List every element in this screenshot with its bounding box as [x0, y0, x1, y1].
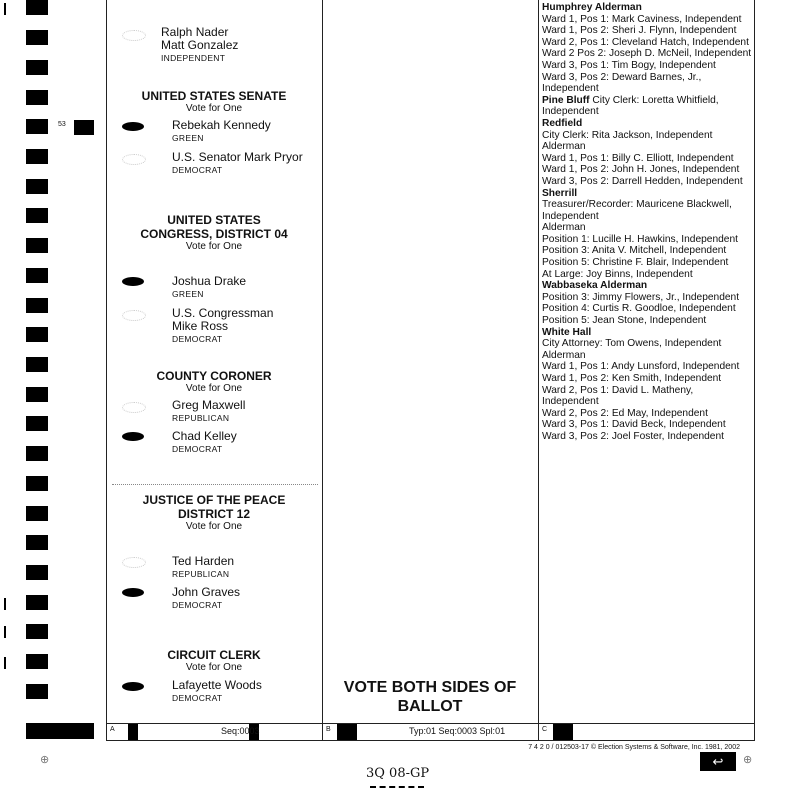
candidate-party: INDEPENDENT	[161, 53, 226, 63]
section-heading: White Hall	[542, 326, 592, 338]
edge-tick	[4, 3, 6, 15]
column-c-list	[542, 2, 756, 443]
candidate-party: DEMOCRAT	[172, 334, 223, 344]
edge-tick	[4, 657, 6, 669]
list-line: At Large: Joy Binns, Independent	[542, 268, 693, 280]
vote-oval-filled[interactable]	[122, 682, 144, 691]
candidate-name: Ralph Nader	[161, 25, 229, 39]
section-heading: Pine Bluff	[542, 94, 590, 106]
list-line: Ward 1, Pos 2: Ken Smith, Independent	[542, 373, 722, 384]
edge-tick	[4, 626, 6, 638]
list-line: Position 3: Jimmy Flowers, Jr., Independent	[542, 291, 740, 303]
list-line: City Attorney: Tom Owens, Independent	[542, 338, 722, 350]
list-line: Alderman	[542, 222, 586, 234]
race-us-congress	[106, 213, 322, 253]
vote-oval-filled[interactable]	[122, 277, 144, 286]
list-line: Ward 3, Pos 2: Deward Barnes, Jr.,	[542, 71, 702, 83]
candidate-party: DEMOCRAT	[172, 600, 223, 610]
list-line: Ward 1, Pos 2: Sheri J. Flynn, Independent	[542, 25, 737, 37]
list-line: Ward 3, Pos 1: David Beck, Independent	[542, 419, 726, 431]
list-line: Ward 3, Pos 2: Darrell Hedden, Independent	[542, 175, 743, 187]
vote-oval-filled[interactable]	[122, 588, 144, 597]
sequence-label: Seq:0003	[221, 726, 260, 736]
list-line: Position 4: Curtis R. Goodloe, Independent	[542, 303, 736, 315]
vote-for-label: Vote for One	[185, 662, 243, 673]
vote-oval[interactable]	[122, 30, 146, 41]
vote-for-label: Vote for One	[185, 521, 243, 532]
candidate-party: REPUBLICAN	[172, 569, 230, 579]
candidate-name: Lafayette Woods	[172, 678, 262, 692]
registration-crosshair-icon: ⊕	[40, 754, 50, 766]
list-line: Ward 2 Pos 2: Joseph D. McNeil, Independent	[542, 48, 752, 60]
vote-oval-filled[interactable]	[122, 122, 144, 131]
candidate-party: GREEN	[172, 289, 204, 299]
list-line: Ward 1, Pos 1: Billy C. Elliott, Independent	[542, 152, 734, 164]
candidate-party: DEMOCRAT	[172, 444, 223, 454]
footer-box-a	[106, 723, 323, 741]
separator	[112, 484, 318, 485]
vote-oval[interactable]	[122, 310, 146, 321]
candidate	[172, 275, 246, 301]
vote-both-sides-notice: VOTE BOTH SIDES OF BALLOT	[343, 679, 517, 715]
list-line: Treasurer/Recorder: Mauricene Blackwell,	[542, 199, 732, 211]
column-c-left-border	[538, 0, 539, 740]
list-line: Ward 1, Pos 1: Mark Caviness, Independent	[542, 13, 742, 25]
vote-oval[interactable]	[122, 154, 146, 165]
registration-crosshair-icon: ⊕	[743, 754, 753, 766]
vote-for-label: Vote for One	[185, 103, 243, 114]
race-title: COUNTY CORONER	[156, 369, 272, 383]
candidate-name: Rebekah Kennedy	[172, 118, 271, 132]
list-line: Ward 3, Pos 2: Joel Foster, Independent	[542, 430, 724, 442]
section-heading: Redfield	[542, 117, 583, 129]
section-heading: Wabbaseka Alderman	[542, 280, 648, 292]
page-number: 53	[58, 121, 66, 128]
race-circuit-clerk	[106, 648, 322, 674]
race-us-senate	[106, 89, 322, 115]
list-line: Independent	[542, 396, 599, 408]
list-line: Independent	[542, 83, 599, 95]
candidate-name: Ted Harden	[172, 554, 235, 568]
list-line: Independent	[542, 106, 599, 118]
candidate-name: Chad Kelley	[172, 429, 237, 443]
box-letter: A	[110, 726, 115, 733]
candidate	[172, 399, 245, 425]
race-county-coroner	[106, 369, 322, 395]
sequence-label: Typ:01 Seq:0003 Spl:01	[409, 726, 506, 736]
list-line: Position 1: Lucille H. Hawkins, Independent	[542, 233, 738, 245]
print-line: 7 4 2 0 / 012503-17 © Election Systems & Software, Inc. 1981, 2002	[528, 744, 740, 751]
list-line-rest: City Clerk: Loretta Whitfield,	[589, 94, 719, 106]
list-line: Alderman	[542, 141, 586, 153]
candidate	[172, 679, 262, 705]
box-letter: C	[542, 726, 548, 733]
list-line: City Clerk: Rita Jackson, Independent	[542, 129, 713, 141]
list-line: Position 3: Anita V. Mitchell, Independent	[542, 245, 727, 257]
footer-box-b	[322, 723, 539, 741]
edge-tick	[4, 598, 6, 610]
race-title: UNITED STATES SENATE	[141, 89, 287, 103]
list-line: Ward 3, Pos 1: Tim Bogy, Independent	[542, 59, 716, 71]
candidate-party: DEMOCRAT	[172, 165, 223, 175]
section-heading: Humphrey Alderman	[542, 2, 642, 13]
candidate-name-2: Matt Gonzalez	[161, 38, 239, 52]
list-line: Ward 2, Pos 1: David L. Matheny,	[542, 384, 694, 396]
list-line: Position 5: Christine F. Blair, Independent	[542, 257, 729, 269]
list-line: Ward 2, Pos 1: Cleveland Hatch, Independent	[542, 36, 749, 48]
race-justice-of-the-peace	[106, 493, 322, 533]
handwritten-code: 3Q 08-GP	[366, 766, 430, 781]
bottom-marks	[370, 786, 424, 792]
candidate-party: GREEN	[172, 133, 204, 143]
left-footer-bar	[26, 723, 94, 739]
race-title: UNITED STATES CONGRESS, DISTRICT 04	[140, 213, 288, 241]
list-line: Ward 1, Pos 1: Andy Lunsford, Independent	[542, 361, 740, 373]
candidate-party: REPUBLICAN	[172, 413, 230, 423]
vote-for-label: Vote for One	[185, 383, 243, 394]
candidate-name: John Graves	[172, 585, 241, 599]
column-b-left-border	[322, 0, 323, 740]
race-title: CIRCUIT CLERK	[167, 648, 261, 662]
vote-oval[interactable]	[122, 557, 146, 568]
candidate-name: U.S. Senator Mark Pryor	[172, 150, 303, 164]
list-line: Alderman	[542, 349, 586, 361]
box-letter: B	[326, 726, 331, 733]
vote-oval-filled[interactable]	[122, 432, 144, 441]
candidate	[172, 119, 271, 145]
footer-box-c	[538, 723, 755, 741]
candidate	[172, 555, 234, 581]
candidate	[172, 586, 240, 612]
list-line: Position 5: Jean Stone, Independent	[542, 315, 707, 327]
candidate-name: U.S. Congressman Mike Ross	[172, 306, 274, 333]
candidate-ralph-nader	[161, 26, 238, 65]
candidate-party: DEMOCRAT	[172, 693, 223, 703]
race-title: JUSTICE OF THE PEACE DISTRICT 12	[142, 493, 286, 521]
candidate	[172, 430, 237, 456]
return-arrow-icon: ↩	[700, 752, 736, 771]
candidate	[172, 151, 303, 177]
vote-oval[interactable]	[122, 402, 146, 413]
section-heading: Sherrill	[542, 187, 578, 199]
list-line: Independent	[542, 210, 599, 222]
candidate-name: Joshua Drake	[172, 274, 247, 288]
vote-for-label: Vote for One	[185, 241, 243, 252]
list-line: Ward 1, Pos 2: John H. Jones, Independent	[542, 164, 740, 176]
list-line: Ward 2, Pos 2: Ed May, Independent	[542, 407, 708, 419]
candidate-name: Greg Maxwell	[172, 398, 246, 412]
candidate	[172, 307, 302, 346]
list-line	[542, 95, 756, 107]
